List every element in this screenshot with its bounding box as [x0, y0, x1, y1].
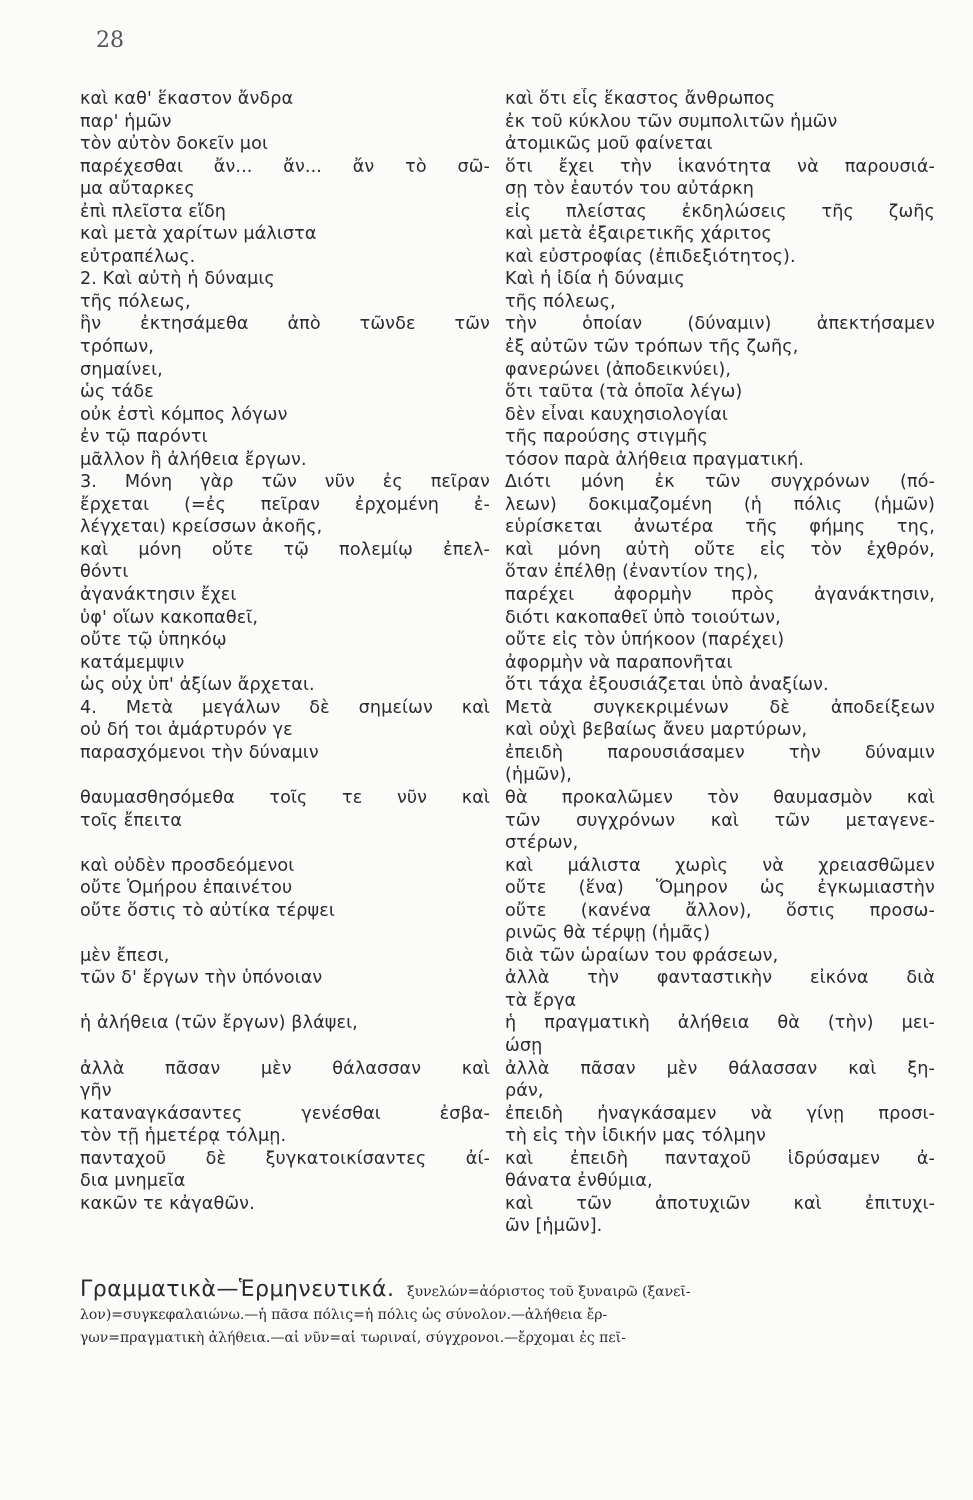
- greek-line: καὶ καθ' ἕκαστον ἄνδρα: [80, 89, 294, 109]
- greek-line: τῆς πόλεως,: [80, 291, 191, 312]
- translation-line: καὶ οὐχὶ βεβαίως ἄνευ μαρτύρων,: [505, 720, 808, 741]
- translation-line: θὰ προκαλῶμεν τὸν θαυμασμὸν καὶ: [505, 787, 935, 808]
- translation-line: ἡ πραγματικὴ ἀλήθεια θὰ (τὴν) μει-: [505, 1013, 935, 1034]
- translation-line: ὅτι τάχα ἐξουσιάζεται ὑπὸ ἀναξίων.: [505, 675, 829, 696]
- greek-line: οὔτε τῷ ὑπηκόῳ: [80, 630, 227, 651]
- greek-line: τοῖς ἔπειτα: [80, 810, 183, 831]
- translation-line: ὅταν ἐπέλθῃ (ἐναντίον της),: [505, 562, 759, 583]
- greek-line: οὔτε ὅστις τὸ αὐτίκα τέρψει: [80, 900, 335, 921]
- translation-line: τὴν ὁποίαν (δύναμιν) ἀπεκτήσαμεν: [505, 314, 935, 335]
- greek-line: παρέχεσθαι ἄν... ἄν... ἄν τὸ σῶ-: [80, 156, 490, 177]
- greek-line: ἔρχεται (=ἐς πεῖραν ἐρχομένη ἐ-: [80, 494, 490, 515]
- greek-line: κατάμεμψιν: [80, 652, 185, 673]
- translation-line: παρέχει ἀφορμὴν πρὸς ἀγανάκτησιν,: [505, 585, 935, 606]
- translation-line: ἐξ αὐτῶν τῶν τρόπων τῆς ζωῆς,: [505, 337, 799, 358]
- greek-line: καὶ οὐδὲν προσδεόμενοι: [80, 855, 295, 876]
- translation-line: ἀλλὰ πᾶσαν μὲν θάλασσαν καὶ ξη-: [505, 1058, 935, 1079]
- translation-line: τὰ ἔργα: [505, 990, 577, 1011]
- translation-line: τῆς πόλεως,: [505, 291, 616, 312]
- greek-line: γῆν: [80, 1081, 112, 1102]
- translation-line: θάνατα ἐνθύμια,: [505, 1171, 653, 1192]
- greek-line: οὔτε Ὁμήρου ἐπαινέτου: [80, 878, 293, 899]
- greek-line: πανταχοῦ δὲ ξυγκατοικίσαντες ἀί-: [80, 1148, 490, 1169]
- notes-heading: Γραμματικὰ—Ἑρμηνευτικά.: [80, 1277, 395, 1302]
- translation-line: ἀφορμὴν νὰ παραπονῆται: [505, 652, 733, 673]
- notes-line-3: γων=πραγματικὴ ἀλήθεια.—αἱ νῦν=αἱ τωριναί, σύγχρονοι.—ἔρχομαι ἐς πεῖ-: [80, 1330, 626, 1346]
- translation-line: ράν,: [505, 1081, 544, 1102]
- translation-line: (ἡμῶν),: [505, 765, 572, 786]
- notes-line-1: [80, 1276, 940, 1304]
- greek-line: εὐτραπέλως.: [80, 246, 196, 267]
- translation-line: Μετὰ συγκεκριμένων δὲ ἀποδείξεων: [505, 697, 935, 718]
- greek-line: παρ' ἡμῶν: [80, 111, 172, 132]
- greek-line: ἐπὶ πλεῖστα εἴδη: [80, 201, 227, 222]
- greek-line: τὸν αὐτὸν δοκεῖν μοι: [80, 134, 269, 155]
- greek-line: δια μνημεῖα: [80, 1171, 186, 1192]
- greek-line: ἣν ἐκτησάμεθα ἀπὸ τῶνδε τῶν: [80, 314, 490, 335]
- translation-line: ἐκ τοῦ κύκλου τῶν συμπολιτῶν ἡμῶν: [505, 111, 838, 132]
- greek-line: θαυμασθησόμεθα τοῖς τε νῦν καὶ: [80, 787, 490, 808]
- greek-line: τὸν τῇ ἡμετέρᾳ τόλμῃ.: [80, 1126, 287, 1147]
- greek-line: καὶ μόνη οὔτε τῷ πολεμίῳ ἐπελ-: [80, 539, 490, 560]
- translation-line: καὶ μόνη αὐτὴ οὔτε εἰς τὸν ἐχθρόν,: [505, 539, 935, 560]
- translation-line: Διότι μόνη ἐκ τῶν συγχρόνων (πό-: [505, 472, 935, 493]
- greek-text-column: [80, 88, 490, 1215]
- greek-line: ὡς τάδε: [80, 382, 154, 403]
- translation-line: καὶ ἐπειδὴ πανταχοῦ ἱδρύσαμεν ἀ-: [505, 1148, 935, 1169]
- greek-line: σημαίνει,: [80, 359, 163, 380]
- greek-line: καὶ μετὰ χαρίτων μάλιστα: [80, 224, 317, 245]
- greek-line: ἡ ἀλήθεια (τῶν ἔργων) βλάψει,: [80, 1013, 358, 1034]
- translation-line: ῶν [ἡμῶν].: [505, 1216, 603, 1237]
- greek-line: τῶν δ' ἔργων τὴν ὑπόνοιαν: [80, 968, 323, 989]
- translation-line: ὅτι ἔχει τὴν ἱκανότητα νὰ παρουσιά-: [505, 156, 935, 177]
- translation-line: εὑρίσκεται ἀνωτέρα τῆς φήμης της,: [505, 517, 935, 538]
- greek-line: [80, 990, 490, 1013]
- greek-line: ὑφ' οἵων κακοπαθεῖ,: [80, 607, 259, 628]
- greek-line: μα αὔταρκες: [80, 179, 195, 200]
- greek-line: καταναγκάσαντες γενέσθαι ἐσβα-: [80, 1103, 490, 1124]
- grammar-notes: [80, 1276, 940, 1350]
- translation-line: ἀλλὰ τὴν φανταστικὴν εἰκόνα διὰ: [505, 968, 935, 989]
- translation-line: καὶ μάλιστα χωρὶς νὰ χρειασθῶμεν: [505, 855, 935, 876]
- translation-line: καὶ μετὰ ἐξαιρετικῆς χάριτος: [505, 224, 772, 245]
- translation-line: οὔτε (κανένα ἄλλον), ὅστις προσω-: [505, 900, 935, 921]
- translation-line: στέρων,: [505, 833, 579, 854]
- greek-line: λέγχεται) κρείσσων ἀκοῆς,: [80, 517, 323, 538]
- greek-line: [80, 764, 490, 787]
- translation-line: καὶ τῶν ἀποτυχιῶν καὶ ἐπιτυχι-: [505, 1193, 935, 1214]
- translation-line: δὲν εἶναι καυχησιολογίαι: [505, 404, 728, 425]
- greek-line: ἐν τῷ παρόντι: [80, 427, 208, 448]
- translation-line: τῆς παρούσης στιγμῆς: [505, 427, 708, 448]
- translation-line: ἀτομικῶς μοῦ φαίνεται: [505, 134, 713, 155]
- greek-line: μᾶλλον ἢ ἀλήθεια ἔργων.: [80, 449, 307, 470]
- translation-line: ἐπειδὴ παρουσιάσαμεν τὴν δύναμιν: [505, 742, 935, 763]
- notes-line-2: λον)=συγκεφαλαιώνω.—ἡ πᾶσα πόλις=ἡ πόλις ὡς σύνολον.—ἀλήθεια ἔρ-: [80, 1307, 608, 1323]
- greek-line: θόντι: [80, 562, 129, 583]
- greek-line: [80, 922, 490, 945]
- greek-line: [80, 1035, 490, 1058]
- translation-line: ἐπειδὴ ἠναγκάσαμεν νὰ γίνῃ προσι-: [505, 1103, 935, 1124]
- greek-line: μὲν ἔπεσι,: [80, 945, 170, 966]
- translation-line: ὅτι ταῦτα (τὰ ὁποῖα λέγω): [505, 382, 743, 403]
- translation-line: καὶ ὅτι εἷς ἕκαστος ἄνθρωπος: [505, 89, 776, 109]
- page-number: 28: [96, 28, 124, 53]
- translation-line: ώσῃ: [505, 1035, 543, 1056]
- greek-line: κακῶν τε κἀγαθῶν.: [80, 1193, 255, 1214]
- translation-line: λεων) δοκιμαζομένη (ἡ πόλις (ἡμῶν): [505, 494, 935, 515]
- translation-line: τόσον παρὰ ἀλήθεια πραγματική.: [505, 449, 805, 470]
- greek-line: οὐκ ἐστὶ κόμπος λόγων: [80, 404, 288, 425]
- greek-line: 2. Καὶ αὐτὴ ἡ δύναμις: [80, 269, 275, 290]
- greek-line: ἀλλὰ πᾶσαν μὲν θάλασσαν καὶ: [80, 1058, 490, 1079]
- translation-line: διὰ τῶν ὡραίων του φράσεων,: [505, 945, 779, 966]
- translation-column: [505, 88, 935, 1238]
- translation-line: φανερώνει (ἀποδεικνύει),: [505, 359, 732, 380]
- translation-line: τὴ εἰς τὴν ἰδικήν μας τόλμην: [505, 1126, 766, 1147]
- greek-line: οὐ δή τοι ἀμάρτυρόν γε: [80, 720, 293, 741]
- greek-line: ὡς οὐχ ὑπ' ἀξίων ἄρχεται.: [80, 675, 315, 696]
- translation-line: οὔτε εἰς τὸν ὑπήκοον (παρέχει): [505, 630, 785, 651]
- greek-line: τρόπων,: [80, 337, 154, 358]
- notes-text-1: ξυνελών=ἀόριστος τοῦ ξυναιρῶ (ξανεῖ-: [406, 1284, 691, 1300]
- greek-line: ἀγανάκτησιν ἔχει: [80, 585, 237, 606]
- translation-line: εἰς πλείστας ἐκδηλώσεις τῆς ζωῆς: [505, 201, 935, 222]
- translation-line: οὔτε (ἕνα) Ὅμηρον ὡς ἐγκωμιαστὴν: [505, 878, 935, 899]
- greek-line: 3. Μόνη γὰρ τῶν νῦν ἐς πεῖραν: [80, 472, 490, 493]
- translation-line: ρινῶς θὰ τέρψῃ (ἡμᾶς): [505, 923, 711, 944]
- translation-line: σῃ τὸν ἑαυτόν του αὐτάρκη: [505, 179, 755, 200]
- greek-line: [80, 832, 490, 855]
- translation-line: διότι κακοπαθεῖ ὑπὸ τοιούτων,: [505, 607, 781, 628]
- greek-line: 4. Μετὰ μεγάλων δὲ σημείων καὶ: [80, 697, 490, 718]
- translation-line: τῶν συγχρόνων καὶ τῶν μεταγενε-: [505, 810, 935, 831]
- translation-line: Καὶ ἡ ἰδία ἡ δύναμις: [505, 269, 685, 290]
- greek-line: παρασχόμενοι τὴν δύναμιν: [80, 742, 319, 763]
- translation-line: καὶ εὐστροφίας (ἐπιδεξιότητος).: [505, 246, 796, 267]
